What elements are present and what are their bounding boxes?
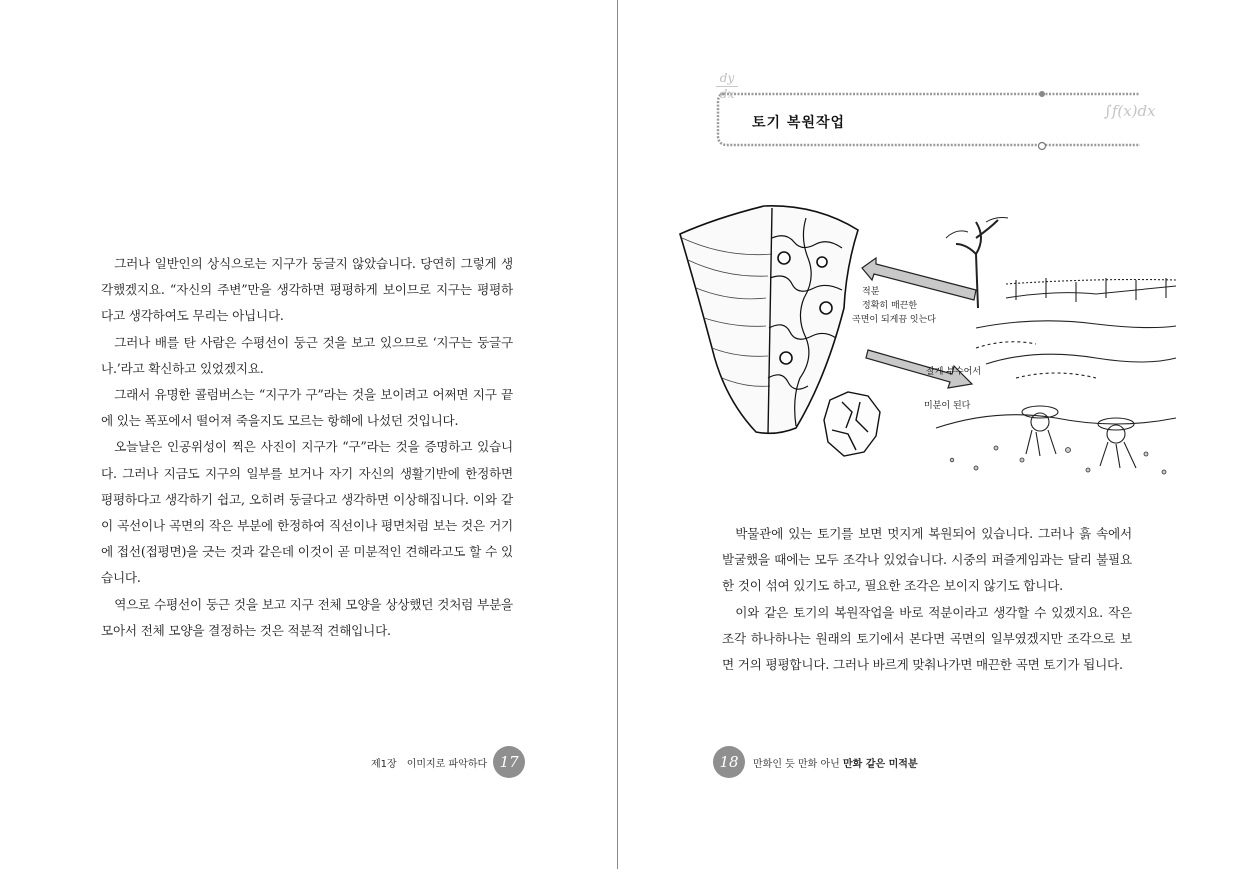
paragraph: 그러나 배를 탄 사람은 수평선이 둥근 것을 보고 있으므로 ‘지구는 둥글구나.’라고 확신하고 있었겠지요. (101, 334, 513, 376)
derivative-bottom: dx (719, 87, 735, 101)
excavation-site (936, 218, 1176, 475)
paragraph: 박물관에 있는 토기를 보면 멋지게 복원되어 있습니다. 그러나 흙 속에서 발굴했을 때에는 모두 조각나 있었습니다. 시중의 퍼즐게임과는 달리 불필요한 것이 섞여 있기도 하고, 필요한 조각은 보이지 않기도 합니다. (722, 526, 1132, 594)
illustration-canvas (676, 198, 1182, 494)
paragraph: 이와 같은 토기의 복원작업을 바로 적분이라고 생각할 수 있겠지요. 작은 조각 하나하나는 원래의 토기에서 본다면 곡면의 일부였겠지만 조각으로 보면 거의 평평합니다. 그러나 바르게 맞춰나가면 매끈한 곡면 토기가 됩니다. (722, 604, 1132, 673)
integral-symbol: ∫f(x)dx (1104, 102, 1156, 120)
illustration-label: 적분 (862, 287, 880, 297)
paragraph: 오늘날은 인공위성이 찍은 사진이 지구가 “구”라는 것을 증명하고 있습니다. 그러나 지금도 지구의 일부를 보거나 자기 자신의 생활기반에 한정하면 평평하다고 생각하기 쉽고, 오히려 둥글다고 생각하면 이상해집니다. 이와 같이 곡선이나 곡면의 작은 부분에 한정하여 직선이나 평면처럼 보는 것은 거기에 접선(접평면)을 긋는 것과 같은데 이것이 곧 미분적인 견해라고도 할 수 있습니다. (101, 439, 513, 586)
pottery-illustration (676, 198, 1182, 494)
page-number-badge (713, 746, 745, 778)
illustration-label: 잘게 부수어서 (926, 367, 982, 377)
illustration-label: 곡면이 되게끔 잇는다 (852, 315, 936, 325)
section-header (716, 71, 1156, 152)
right-page-body (722, 521, 1132, 678)
paragraph: 그러나 일반인의 상식으로는 지구가 둥글지 않았습니다. 당연히 그렇게 생각했겠지요. “자신의 주변”만을 생각하면 평평하게 보이므로 지구는 평평하다고 생각하여도 무리는 아닙니다. (101, 256, 513, 324)
page-number-badge (493, 746, 525, 778)
illustration-label: 정확히 매끈한 (862, 301, 918, 311)
book-title-part: 만화인 듯 만화 아닌 (753, 758, 840, 770)
derivative-symbol (716, 72, 738, 101)
page-number: 17 (499, 753, 519, 771)
derivative-top: dy (719, 71, 735, 85)
paragraph: 그래서 유명한 콜럼버스는 “지구가 구”라는 것을 보이려고 어쩌면 지구 끝에 있는 폭포에서 떨어져 죽을지도 모르는 항해에 나섰던 것입니다. (101, 387, 513, 429)
left-page-footer (371, 746, 525, 778)
illustration-label: 미분이 된다 (924, 401, 971, 411)
fragments-icon (824, 392, 880, 456)
header-dot-icon (1039, 91, 1045, 97)
paragraph: 역으로 수평선이 둥근 것을 보고 지구 전체 모양을 상상했던 것처럼 부분을 모아서 전체 모양을 결정하는 것은 적분적 견해입니다. (101, 596, 513, 638)
right-page-footer (713, 746, 918, 778)
chapter-label: 제1장 (371, 758, 397, 770)
left-page-body (101, 251, 513, 644)
book-title-part: 만화 같은 미적분 (843, 758, 918, 770)
book-spine (617, 0, 618, 869)
page-number: 18 (719, 753, 739, 771)
section-title: 토기 복원작업 (752, 115, 846, 131)
header-ring-icon (1039, 143, 1046, 150)
chapter-title: 이미지로 파악하다 (406, 758, 488, 770)
